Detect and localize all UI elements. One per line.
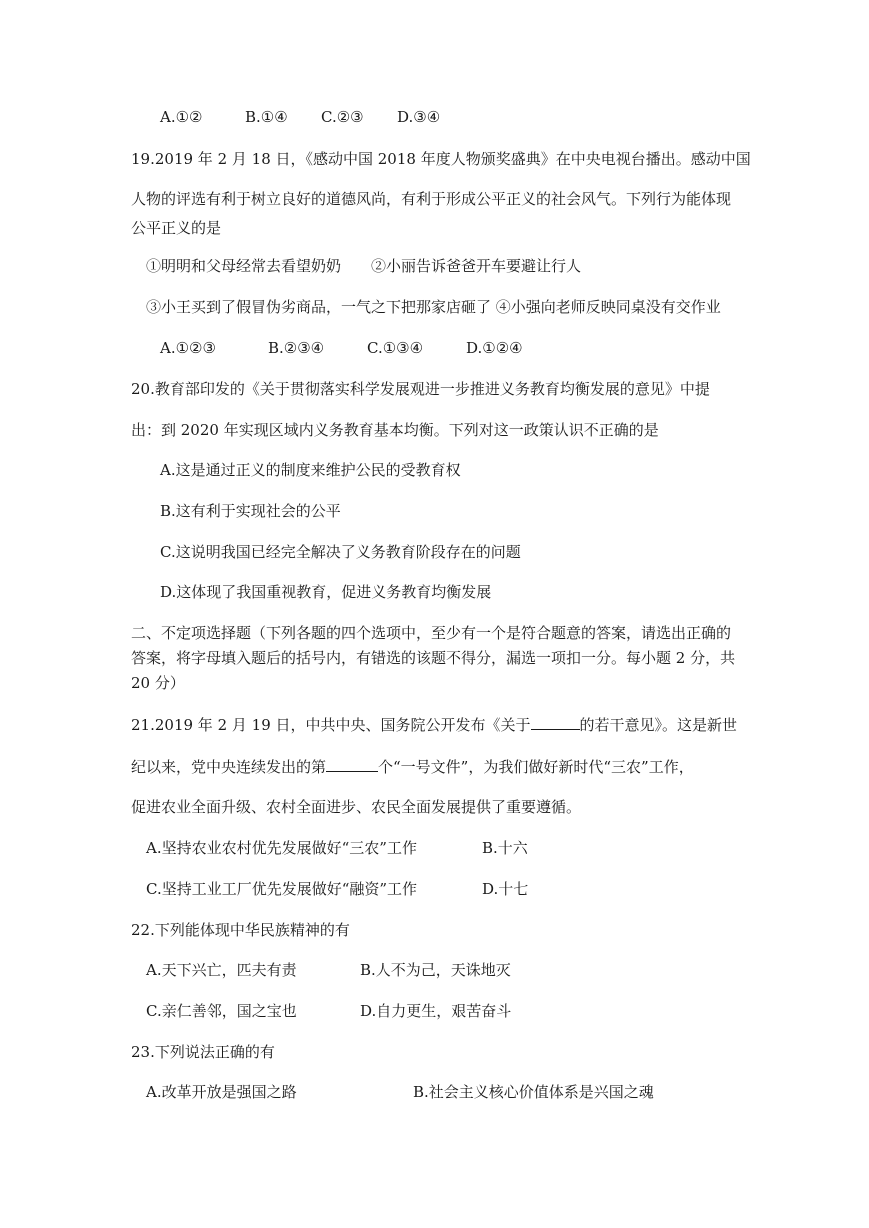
q19-option-b: B.②③④ — [268, 339, 325, 357]
q19-stem-line-3: 公平正义的是 — [131, 219, 222, 237]
q21-stem-line-3: 促进农业全面升级、农村全面进步、农民全面发展提供了重要遵循。 — [131, 798, 582, 816]
q23-option-b: B.社会主义核心价值体系是兴国之魂 — [413, 1083, 654, 1101]
q21-stem-line-1-part-b: 的若干意见》。这是新世 — [579, 716, 738, 734]
section-2-heading-line-1: 二、不定项选择题（下列各题的四个选项中，至少有一个是符合题意的答案，请选出正确的 — [131, 624, 732, 642]
q19-option-a: A.①②③ — [160, 339, 216, 357]
q21-option-d: D.十七 — [482, 880, 529, 898]
q21-stem-line-1-part-a: 21.2019 年 2 月 19 日，中共中央、国务院公开发布《关于 — [131, 716, 531, 734]
section-2-heading-line-3: 20 分） — [131, 674, 185, 692]
q22-option-b: B.人不为己，天诛地灭 — [360, 961, 511, 979]
q22-stem: 22.下列能体现中华民族精神的有 — [131, 921, 350, 939]
q21-option-c: C.坚持工业工厂优先发展做好“融资”工作 — [146, 880, 418, 898]
q21-stem-line-2 — [131, 757, 694, 777]
q22-option-a: A.天下兴亡，匹夫有责 — [146, 961, 297, 979]
q21-option-a: A.坚持农业农村优先发展做好“三农”工作 — [146, 839, 417, 857]
q21-stem-line-2-part-a: 纪以来，党中央连续发出的第 — [131, 758, 327, 776]
q21-blank-1 — [531, 715, 580, 730]
q22-option-c: C.亲仁善邻，国之宝也 — [146, 1002, 297, 1020]
q23-option-a: A.改革开放是强国之路 — [146, 1083, 297, 1101]
q18-option-a: A.①② — [160, 108, 203, 126]
q19-stem-line-2: 人物的评选有利于树立良好的道德风尚，有利于形成公平正义的社会风气。下列行为能体现 — [131, 190, 732, 208]
q19-items-1-2: ①明明和父母经常去看望奶奶 ②小丽告诉爸爸开车要避让行人 — [146, 257, 582, 275]
q20-stem-line-2: 出：到 2020 年实现区域内义务教育基本均衡。下列对这一政策认识不正确的是 — [131, 421, 659, 439]
q18-option-c: C.②③ — [321, 108, 364, 126]
q19-stem-line-1: 19.2019 年 2 月 18 日，《感动中国 2018 年度人物颁奖盛典》在中央电视台播出。感动中国 — [131, 150, 751, 168]
section-2-heading-line-2: 答案，将字母填入题后的括号内，有错选的该题不得分，漏选一项扣一分。每小题 2 分，共 — [131, 649, 736, 667]
q22-option-d: D.自力更生，艰苦奋斗 — [360, 1002, 512, 1020]
q20-option-d: D.这体现了我国重视教育，促进义务教育均衡发展 — [160, 583, 492, 601]
q21-stem-line-1 — [131, 715, 737, 735]
q20-option-c: C.这说明我国已经完全解决了义务教育阶段存在的问题 — [160, 543, 521, 561]
q21-stem-line-2-part-b: 个“一号文件”，为我们做好新时代“三农”工作， — [378, 758, 694, 776]
q19-option-d: D.①②④ — [466, 339, 523, 357]
q18-option-d: D.③④ — [397, 108, 441, 126]
q18-option-b: B.①④ — [245, 108, 288, 126]
q21-option-b: B.十六 — [482, 839, 528, 857]
q20-option-a: A.这是通过正义的制度来维护公民的受教育权 — [160, 461, 461, 479]
q19-option-c: C.①③④ — [367, 339, 424, 357]
q21-blank-2 — [326, 757, 378, 772]
q23-stem: 23.下列说法正确的有 — [131, 1043, 275, 1061]
q20-stem-line-1: 20.教育部印发的《关于贯彻落实科学发展观进一步推进义务教育均衡发展的意见》中提 — [131, 380, 710, 398]
q20-option-b: B.这有利于实现社会的公平 — [160, 502, 341, 520]
q19-items-3-4: ③小王买到了假冒伪劣商品，一气之下把那家店砸了 ④小强向老师反映同桌没有交作业 — [146, 298, 721, 316]
